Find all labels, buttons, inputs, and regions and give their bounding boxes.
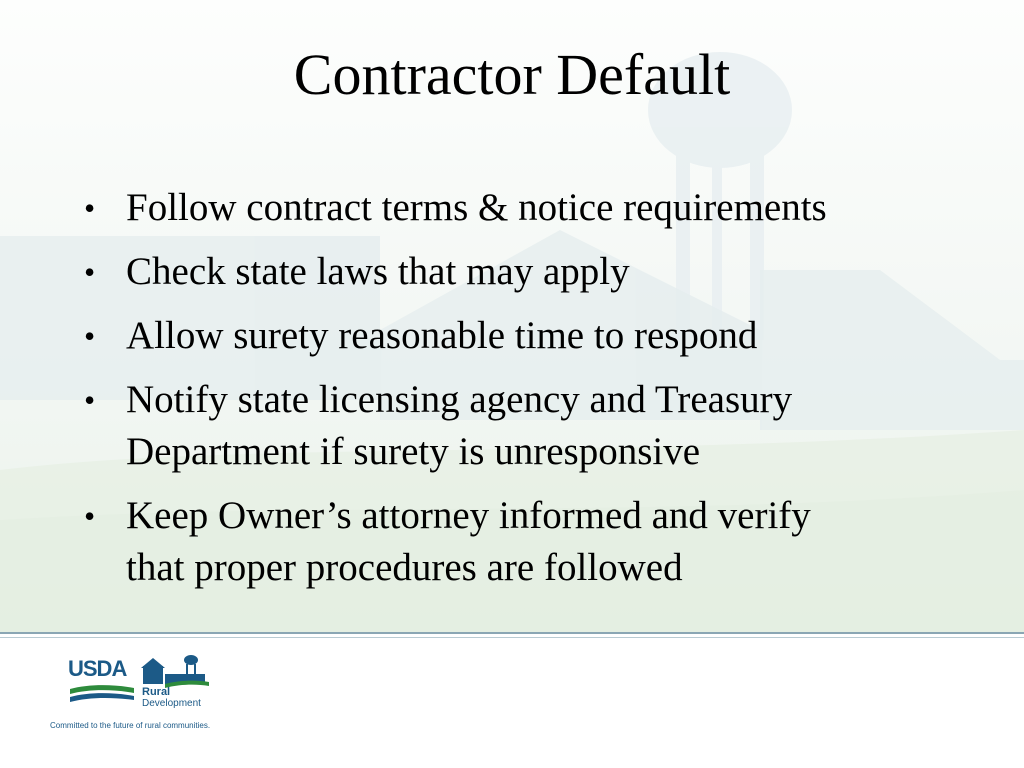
slide-title: Contractor Default [293,42,731,107]
bullet-text-line1: Keep Owner’s attorney informed and verify [126,494,811,537]
bullet-glyph: • [84,254,96,290]
bullet-item [84,246,984,298]
bullet-item [84,182,984,234]
rd-line-rural: Rural [142,686,171,698]
bullet-glyph: • [84,382,96,418]
bullet-text-line1: Notify state licensing agency and Treasury [126,378,793,421]
bullet-text-line2: Department if surety is unresponsive [126,430,701,473]
bullet-glyph: • [84,318,96,354]
footer-divider-thin [0,637,1024,638]
bullet-text-line2: that proper procedures are followed [126,546,683,589]
bullet-glyph: • [84,498,96,534]
bullet-glyph: • [84,190,96,226]
bullet-text: Allow surety reasonable time to respond [126,314,758,357]
bullet-text: Check state laws that may apply [126,250,630,293]
footer-divider [0,632,1024,634]
bullet-item [84,374,984,478]
bullet-item [84,490,984,594]
usda-logo-icon [68,656,136,712]
bullet-item [84,310,984,362]
rd-line-development: Development [142,698,201,709]
footer-tagline: Committed to the future of rural communities. [50,721,211,730]
rural-development-text [142,687,201,709]
bullet-text: Follow contract terms & notice requirements [126,186,827,229]
bullet-list [84,182,984,606]
usda-logo-text: USDA [68,656,127,681]
